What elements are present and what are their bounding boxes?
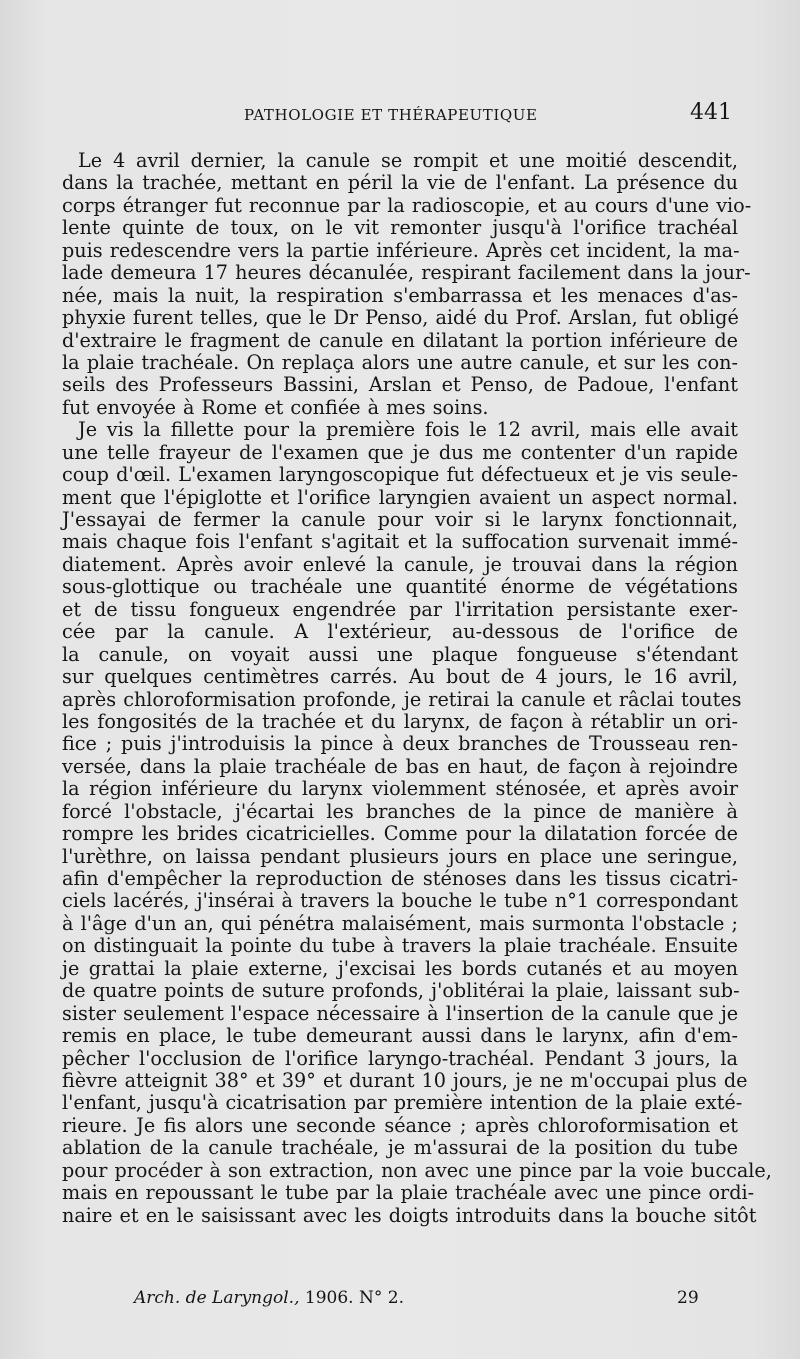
text-line: fut envoyée à Rome et confiée à mes soins. bbox=[62, 395, 489, 419]
text-line: afin d'empêcher la reproduction de sténoses dans les tissus cicatri- bbox=[62, 867, 738, 890]
text-line: puis redescendre vers la partie inférieure. Après cet incident, la ma- bbox=[62, 238, 740, 262]
text-line: mais chaque fois l'enfant s'agitait et la suffocation survenait immé- bbox=[62, 530, 738, 554]
running-title: PATHOLOGIE ET THÉRAPEUTIQUE bbox=[244, 106, 538, 124]
text-line: je grattai la plaie externe, j'excisai les bords cutanés et au moyen bbox=[62, 956, 738, 980]
text-line: phyxie furent telles, que le Dr Penso, aidé du Prof. Arslan, fut obligé bbox=[62, 306, 739, 330]
text-line: fièvre atteignit 38° et 39° et durant 10 jours, je ne m'occupai plus de bbox=[62, 1068, 748, 1092]
text-line: fice ; puis j'introduisis la pince à deux branches de Trousseau ren- bbox=[62, 732, 738, 756]
text-line: ciels lacérés, j'insérai à travers la bouche le tube n°1 correspondant bbox=[62, 889, 738, 913]
text-line: ment que l'épiglotte et l'orifice laryngien avaient un aspect normal. bbox=[62, 485, 738, 509]
text-line: on distinguait la pointe du tube à travers la plaie trachéale. Ensuite bbox=[62, 934, 738, 958]
text-line: née, mais la nuit, la respiration s'embarrassa et les menaces d'as- bbox=[62, 283, 738, 307]
text-line: coup d'œil. L'examen laryngoscopique fut défectueux et je vis seule- bbox=[62, 463, 738, 487]
text-line: corps étranger fut reconnue par la radioscopie, et au cours d'une vio- bbox=[62, 193, 752, 217]
text-line: lade demeura 17 heures décanulée, respirant facilement dans la jour- bbox=[62, 261, 751, 285]
journal-signature bbox=[134, 1288, 404, 1308]
text-line: cée par la canule. A l'extérieur, au-dessous de l'orifice de bbox=[62, 620, 738, 644]
text-line: pour procéder à son extraction, non avec une pince par la voie buccale, bbox=[62, 1158, 772, 1182]
text-line: et de tissu fongueux engendrée par l'irritation persistante exer- bbox=[62, 597, 738, 621]
text-line: sous-glottique ou trachéale une quantité énorme de végétations bbox=[62, 575, 738, 599]
text-line: seils des Professeurs Bassini, Arslan et Penso, de Padoue, l'enfant bbox=[62, 373, 738, 397]
text-line: naire et en le saisissant avec les doigts introduits dans la bouche sitôt bbox=[62, 1203, 757, 1227]
text-line: lente quinte de toux, on le vit remonter jusqu'à l'orifice trachéal bbox=[62, 216, 738, 240]
text-line: versée, dans la plaie trachéale de bas en haut, de façon à rejoindre bbox=[62, 754, 738, 778]
journal-title: Arch. de Laryngol., bbox=[134, 1288, 300, 1308]
text-line: l'enfant, jusqu'à cicatrisation par première intention de la plaie exté- bbox=[62, 1091, 743, 1115]
journal-issue: 1906. N° 2. bbox=[304, 1288, 404, 1308]
page-number: 441 bbox=[690, 100, 732, 125]
running-head bbox=[0, 100, 800, 134]
text-line: d'extraire le fragment de canule en dilatant la portion inférieure de bbox=[62, 328, 738, 352]
text-line: les fongosités de la trachée et du larynx, de façon à rétablir un ori- bbox=[62, 709, 738, 733]
signature-footer bbox=[0, 1288, 800, 1316]
text-line: pêcher l'occlusion de l'orifice laryngo-trachéal. Pendant 3 jours, la bbox=[62, 1046, 738, 1070]
text-line: l'urèthre, on laissa pendant plusieurs jours en place une seringue, bbox=[62, 844, 738, 868]
text-line: rompre les brides cicatricielles. Comme pour la dilatation forcée de bbox=[62, 822, 738, 846]
text-line: sur quelques centimètres carrés. Au bout de 4 jours, le 16 avril, bbox=[62, 665, 738, 689]
text-line: J'essayai de fermer la canule pour voir si le larynx fonctionnait, bbox=[62, 508, 738, 531]
text-line: diatement. Après avoir enlevé la canule, je trouvai dans la région bbox=[62, 552, 738, 576]
text-line: dans la trachée, mettant en péril la vie de l'enfant. La présence du bbox=[62, 171, 738, 195]
text-line: Je vis la fillette pour la première fois le 12 avril, mais elle avait bbox=[78, 418, 738, 442]
text-line: de quatre points de suture profonds, j'oblitérai la plaie, laissant sub- bbox=[62, 979, 740, 1003]
text-line: rieure. Je fis alors une seconde séance ; après chloroformisation et bbox=[62, 1113, 738, 1137]
text-line: remis en place, le tube demeurant aussi dans le larynx, afin d'em- bbox=[62, 1024, 738, 1048]
text-line: une telle frayeur de l'examen que je dus me contenter d'un rapide bbox=[62, 440, 738, 464]
text-line: mais en repoussant le tube par la plaie trachéale avec une pince ordi- bbox=[62, 1181, 755, 1205]
text-line: Le 4 avril dernier, la canule se rompit et une moitié descendit, bbox=[78, 149, 738, 172]
sheet-number: 29 bbox=[677, 1288, 699, 1308]
text-line: sister seulement l'espace nécessaire à l'insertion de la canule que je bbox=[62, 1001, 739, 1025]
text-line: la plaie trachéale. On replaça alors une autre canule, et sur les con- bbox=[62, 350, 738, 374]
text-line: forcé l'obstacle, j'écartai les branches de la pince de manière à bbox=[62, 799, 738, 823]
text-line: après chloroformisation profonde, je retirai la canule et râclai toutes bbox=[62, 687, 742, 711]
text-line: la canule, on voyait aussi une plaque fongueuse s'étendant bbox=[62, 642, 738, 666]
text-line: ablation de la canule trachéale, je m'assurai de la position du tube bbox=[62, 1136, 738, 1160]
body-text bbox=[62, 149, 772, 1227]
text-line: la région inférieure du larynx violemment sténosée, et après avoir bbox=[62, 777, 738, 801]
text-line: à l'âge d'un an, qui pénétra malaisément, mais surmonta l'obstacle ; bbox=[62, 911, 738, 935]
